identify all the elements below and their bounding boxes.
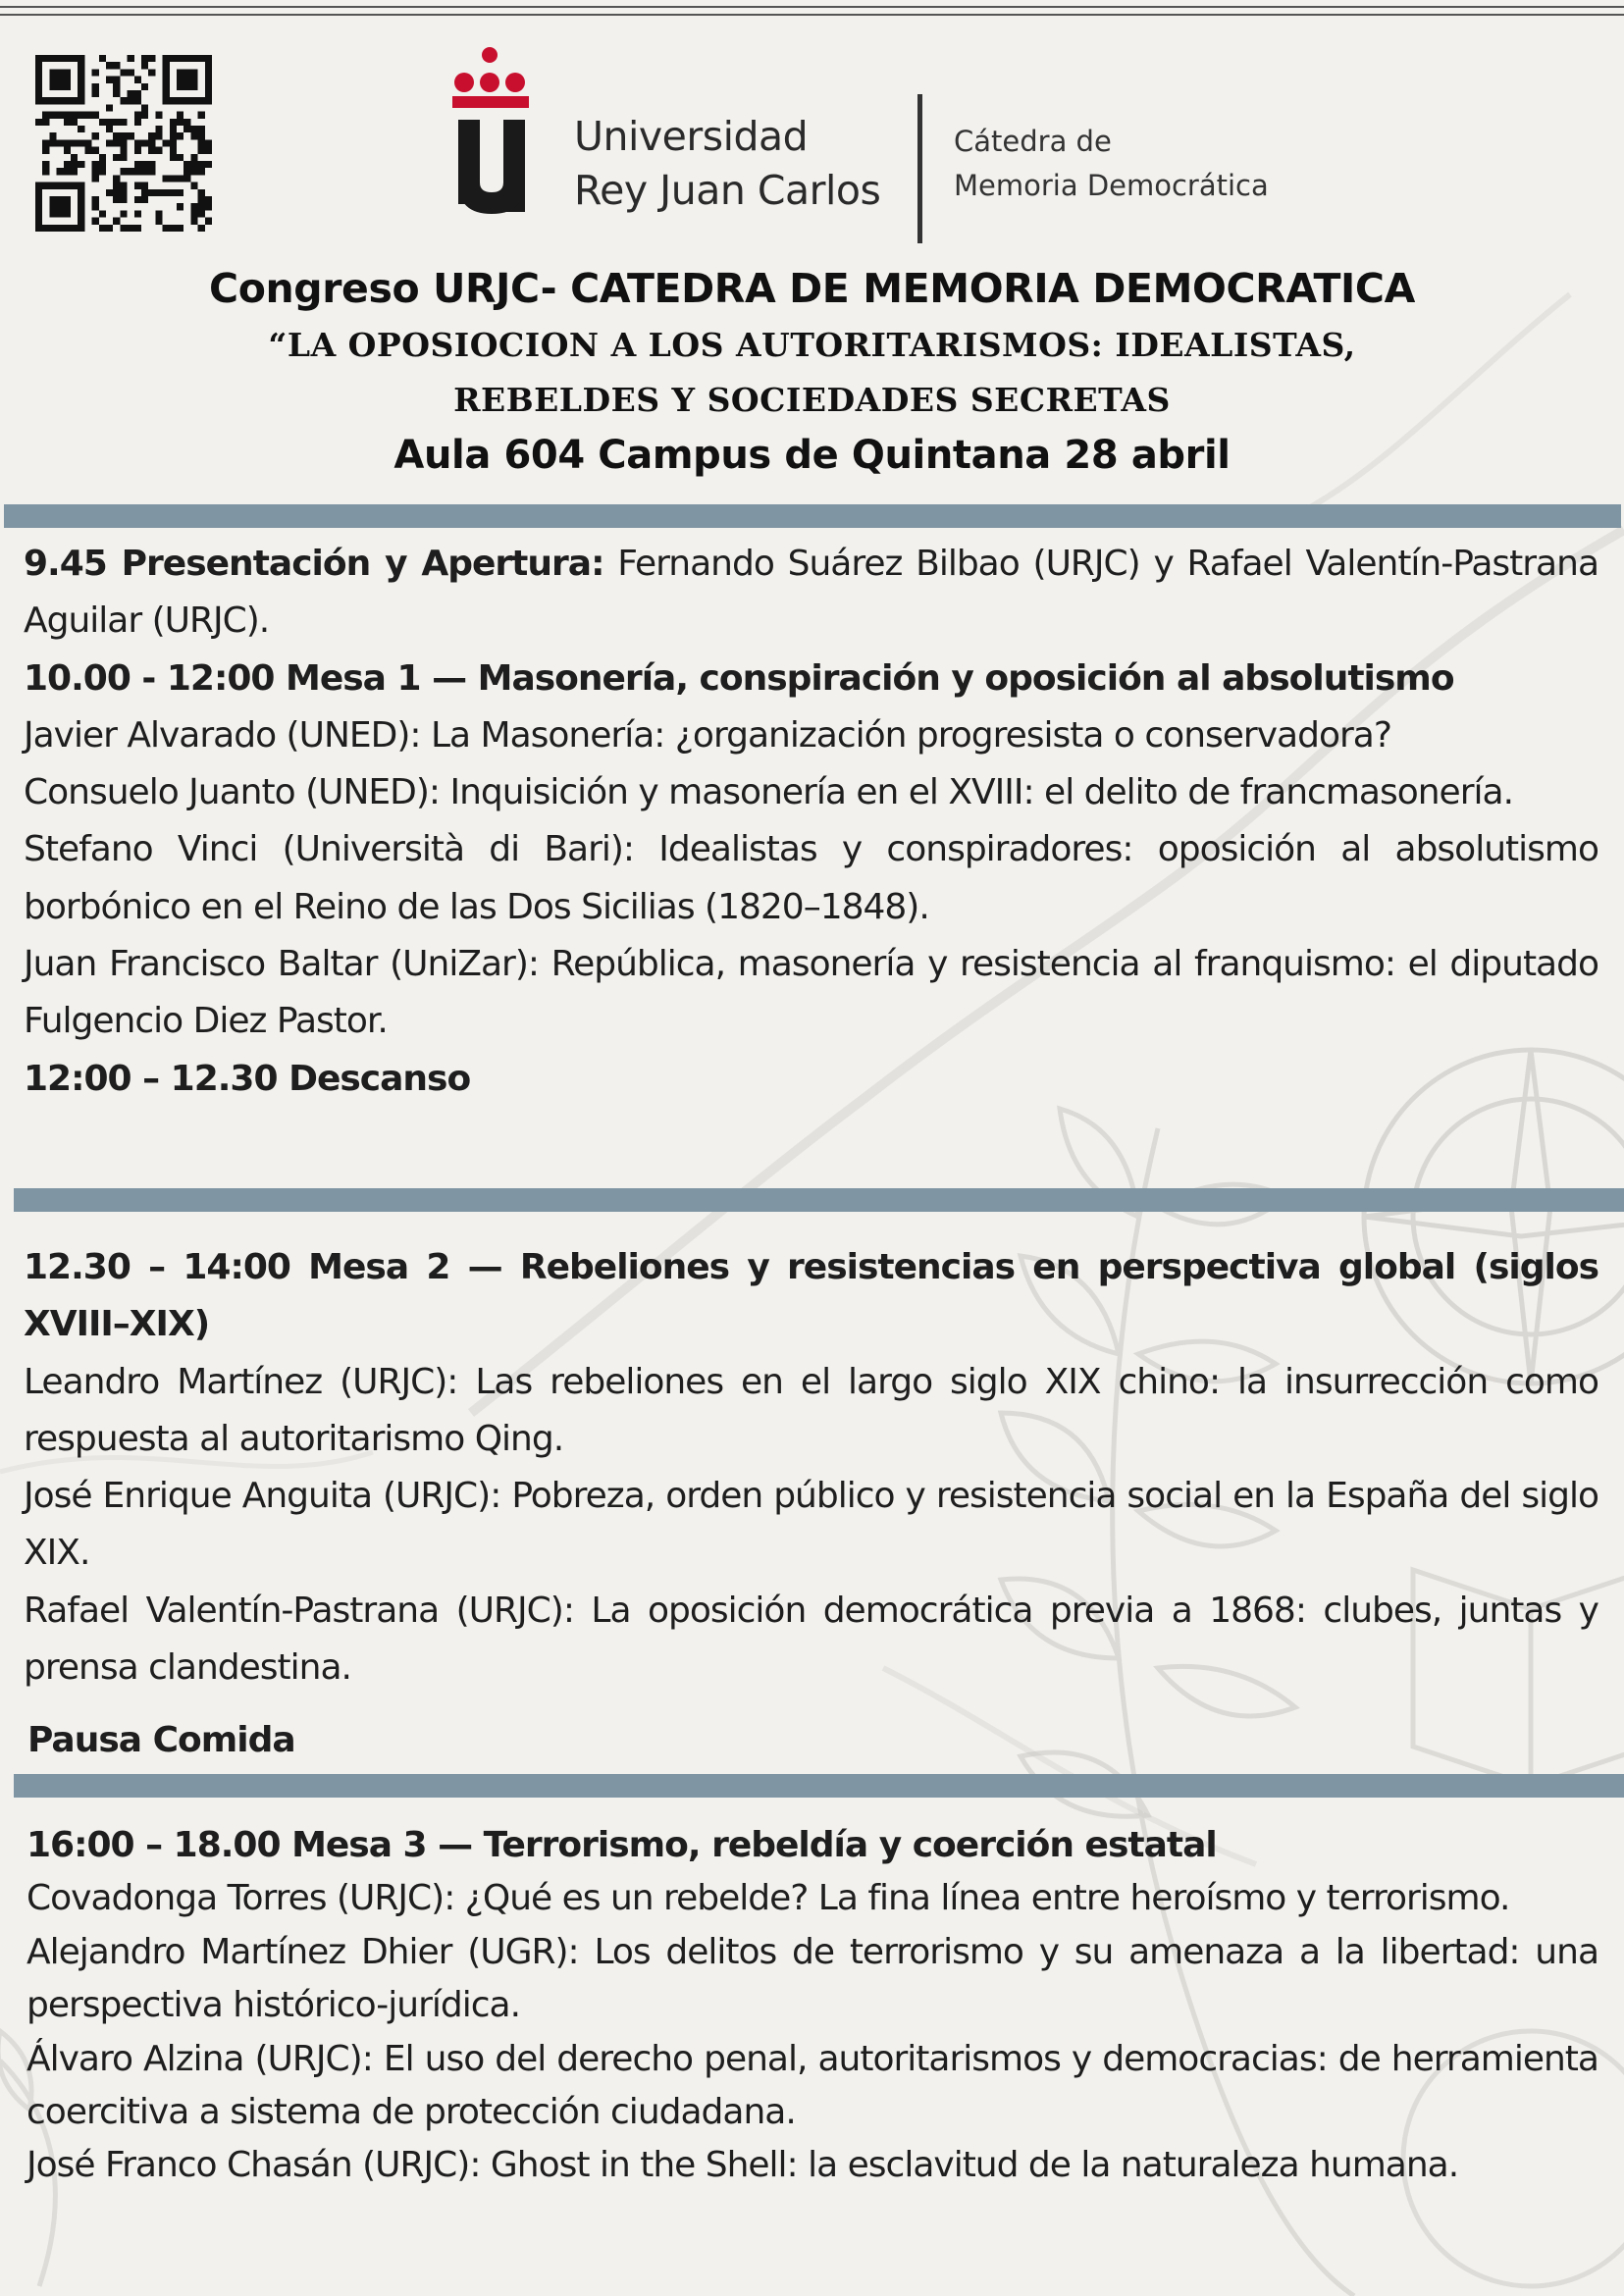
session-1-heading: 10.00 - 12:00 Mesa 1 — Masonería, conspiración y oposición al absolutismo xyxy=(24,657,1454,699)
session-2 xyxy=(24,1239,1598,1696)
talk-item: Javier Alvarado (UNED): La Masonería: ¿organización progresista o conservadora? xyxy=(24,714,1391,756)
urjc-logo-icon xyxy=(446,45,535,214)
catedra-name xyxy=(954,120,1278,208)
university-name-line2: Rey Juan Carlos xyxy=(574,167,881,214)
opening-label: 9.45 Presentación y Apertura: xyxy=(24,544,604,584)
session-2-heading: 12.30 – 14:00 Mesa 2 — Rebeliones y resistencias en perspectiva global (siglos XVIII–XIX) xyxy=(24,1247,1598,1345)
section-divider-band-1 xyxy=(4,504,1621,528)
session-3-heading: 16:00 – 18.00 Mesa 3 — Terrorismo, rebeldía y coerción estatal xyxy=(26,1825,1217,1865)
talk-item: José Enrique Anguita (URJC): Pobreza, orden público y resistencia social en la España del siglo XIX. xyxy=(24,1476,1598,1574)
logo-divider xyxy=(917,94,922,243)
talk-item: Consuelo Juanto (UNED): Inquisición y masonería en el XVIII: el delito de francmasonería. xyxy=(24,772,1514,813)
university-name xyxy=(574,110,908,218)
break-item: 12:00 – 12.30 Descanso xyxy=(24,1058,471,1099)
congress-title xyxy=(0,259,1624,483)
session-3 xyxy=(26,1819,1598,2193)
catedra-line2: Memoria Democrática xyxy=(954,169,1269,202)
title-line4-venue: Aula 604 Campus de Quintana 28 abril xyxy=(393,433,1231,478)
talk-item: Alejandro Martínez Dhier (UGR): Los delitos de terrorismo y su amenaza a la libertad: una perspectiva histórico-jurídica. xyxy=(26,1931,1598,2026)
title-line1: Congreso URJC- CATEDRA DE MEMORIA DEMOCRATICA xyxy=(209,265,1415,312)
section-divider-band-3 xyxy=(14,1774,1624,1798)
catedra-line1: Cátedra de xyxy=(954,125,1112,158)
session-1 xyxy=(24,536,1598,1108)
opening-text: Fernando Suárez Bilbao (URJC) y Rafael Valentín-Pastrana Aguilar (URJC). xyxy=(24,544,1598,642)
top-rule xyxy=(0,6,1624,8)
opening-item xyxy=(24,536,1598,651)
talk-item: Covadonga Torres (URJC): ¿Qué es un rebelde? La fina línea entre heroísmo y terrorismo. xyxy=(26,1878,1510,1919)
talk-item: José Franco Chasán (URJC): Ghost in the Shell: la esclavitud de la naturaleza humana. xyxy=(26,2145,1459,2186)
talk-item: Álvaro Alzina (URJC): El uso del derecho penal, autoritarismos y democracias: de herramienta coercitiva a sistema de protección ciudadana. xyxy=(26,2038,1598,2133)
top-rule-2 xyxy=(0,14,1624,16)
talk-item: Rafael Valentín-Pastrana (URJC): La oposición democrática previa a 1868: clubes, juntas y prensa clandestina. xyxy=(24,1590,1598,1689)
title-line2: “LA OPOSIOCION A LOS AUTORITARISMOS: IDEALISTAS, xyxy=(268,326,1356,364)
talk-item: Stefano Vinci (Università di Bari): Idealistas y conspiradores: oposición al absolutismo borbónico en el Reino de las Dos Sicilias (1820–1848). xyxy=(24,829,1598,927)
title-line3: REBELDES Y SOCIEDADES SECRETAS xyxy=(453,381,1171,419)
section-divider-band-2 xyxy=(14,1188,1624,1212)
qr-code-icon xyxy=(35,55,212,232)
university-name-line1: Universidad xyxy=(574,113,809,160)
lunch-break: Pausa Comida xyxy=(27,1720,295,1760)
talk-item: Leandro Martínez (URJC): Las rebeliones en el largo siglo XIX chino: la insurrección como respuesta al autoritarismo Qing. xyxy=(24,1361,1598,1459)
talk-item: Juan Francisco Baltar (UniZar): República, masonería y resistencia al franquismo: el diputado Fulgencio Diez Pastor. xyxy=(24,944,1598,1042)
